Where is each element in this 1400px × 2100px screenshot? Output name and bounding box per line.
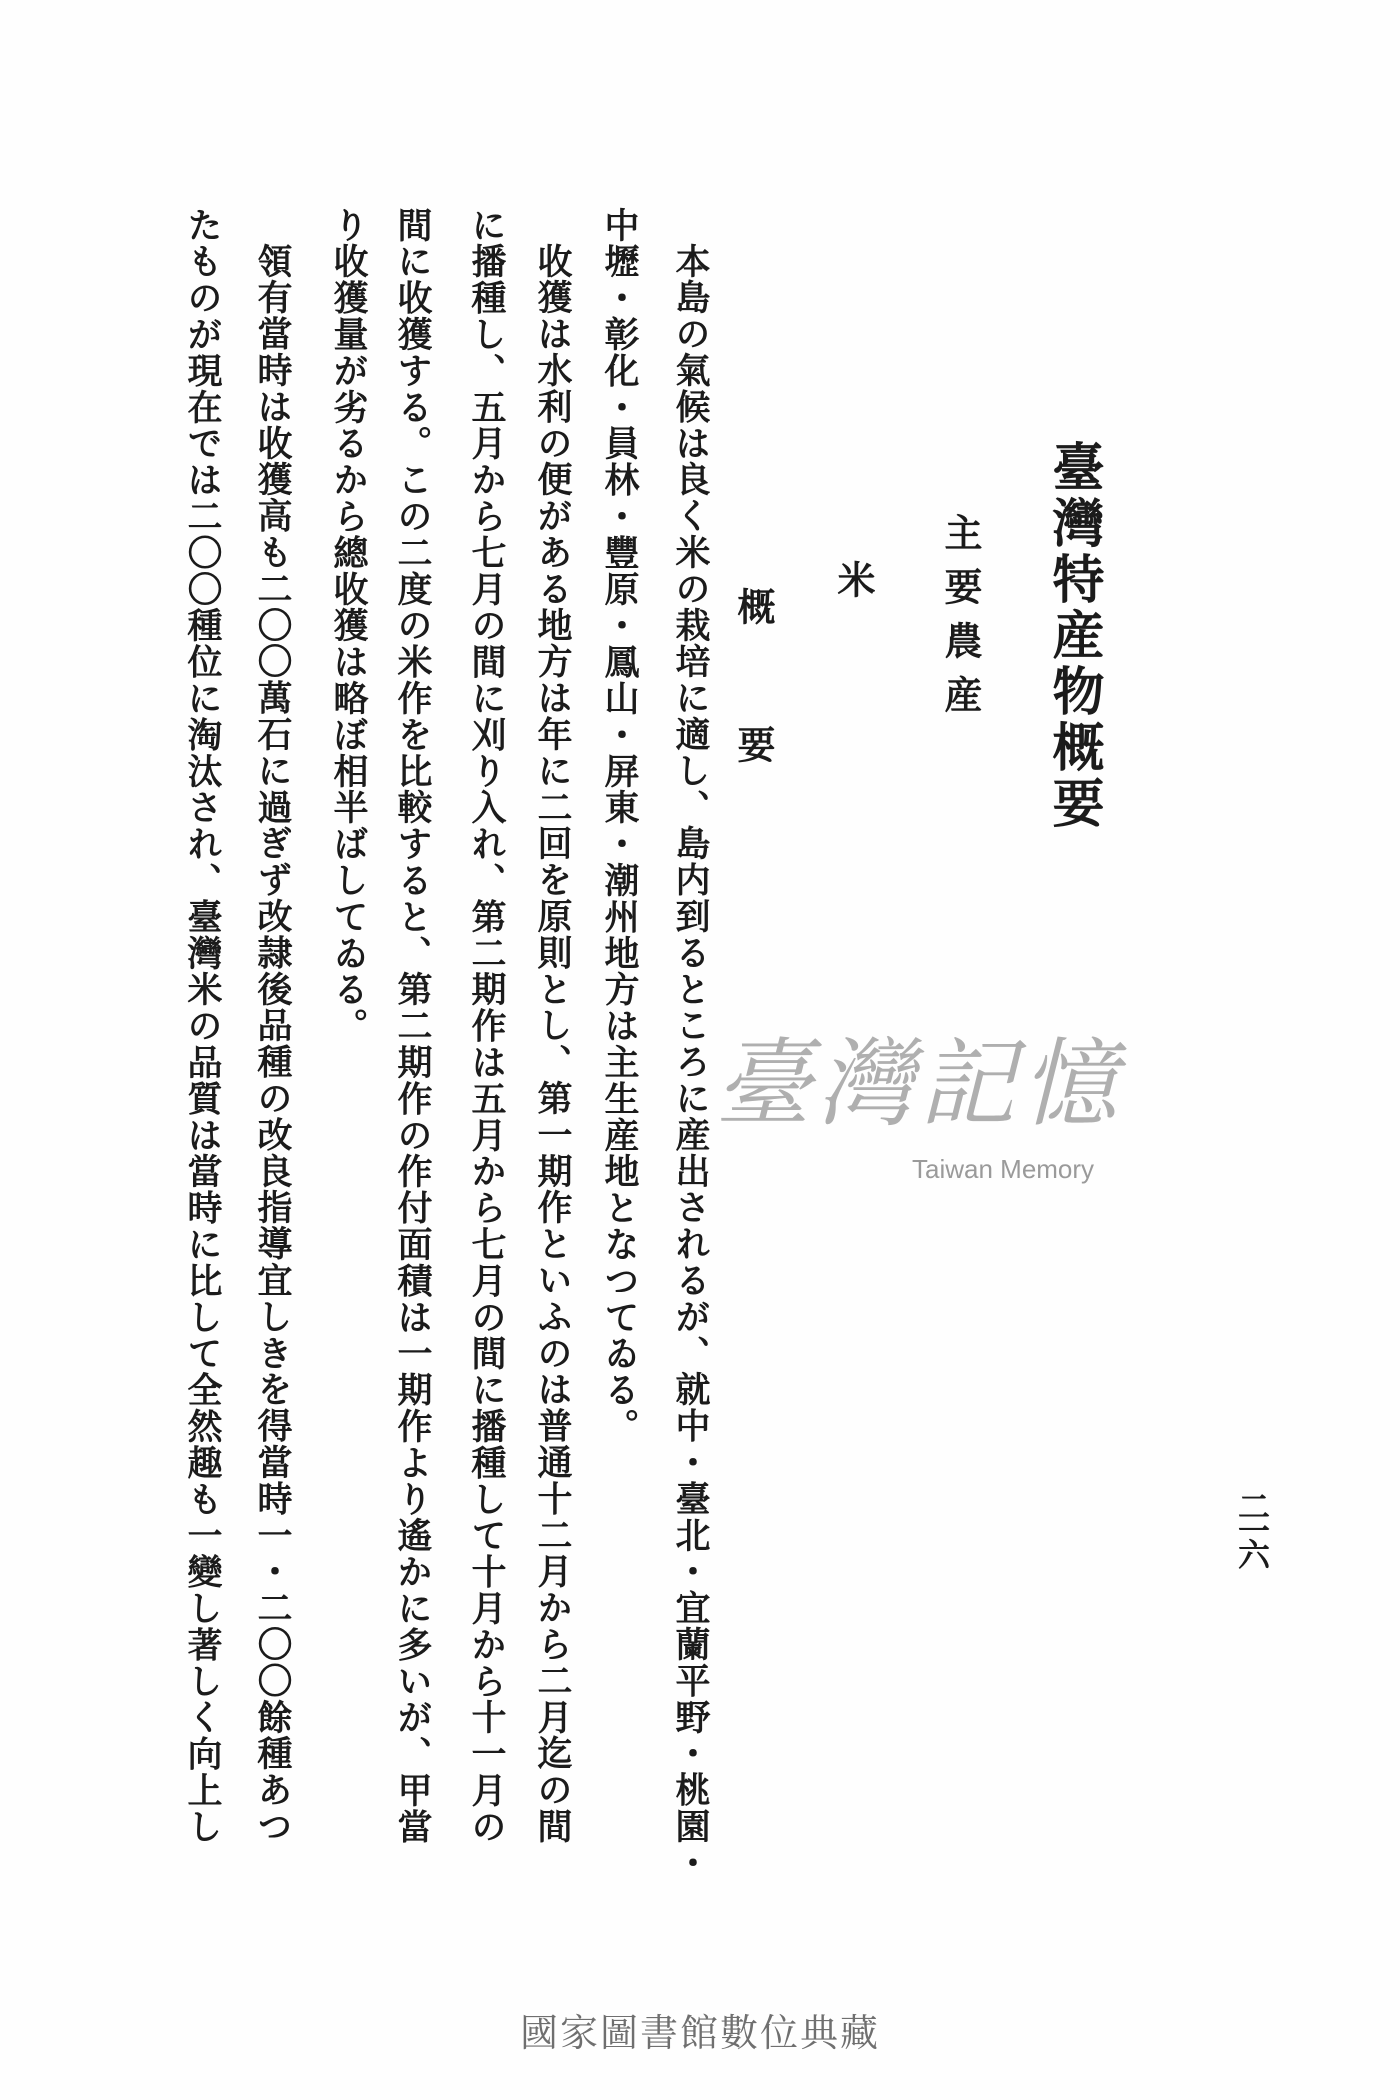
overview-heading: 概要 xyxy=(731,587,776,863)
subsection-heading: 米 xyxy=(831,560,876,598)
body-column-4: に播種し、五月から七月の間に刈り入れ、第二期作は五月から七月の間に播種して十月から十一月の xyxy=(466,207,507,1845)
body-column-2: 中壢・彰化・員林・豐原・鳳山・屏東・潮州地方は主生産地となつてゐる。 xyxy=(599,207,640,1445)
section-heading: 主要農産 xyxy=(938,513,983,729)
body-column-6: り收獲量が劣るから總收獲は略ぼ相半ばしてゐる。 xyxy=(328,207,369,1045)
page-title: 臺灣特産物概要 xyxy=(1043,440,1104,832)
body-column-5: 間に收獲する。この二度の米作を比較すると、第二期作の作付面積は一期作より遙かに多いが、甲當 xyxy=(392,207,433,1845)
body-column-7: 領有當時は收獲高も二〇〇萬石に過ぎず改隷後品種の改良指導宜しきを得當時一・二〇〇餘種あつ xyxy=(252,243,293,1845)
page-number: 二一六 xyxy=(1233,1490,1271,1562)
body-column-3: 收獲は水利の便がある地方は年に二回を原則とし、第一期作といふのは普通十二月から二月迄の間 xyxy=(532,243,573,1845)
collection-footer: 國家圖書館數位典藏 xyxy=(519,2011,880,2055)
watermark-logo: 臺灣記憶 xyxy=(715,1028,1123,1140)
body-column-1: 本島の氣候は良く米の栽培に適し、島内到るところに産出されるが、就中・臺北・宜蘭平野・桃園・ xyxy=(670,243,711,1881)
watermark-subtitle: Taiwan Memory xyxy=(912,1154,1095,1184)
body-column-8: たものが現在では二〇〇種位に淘汰され、臺灣米の品質は當時に比して全然趣も一變し著しく向上し xyxy=(182,207,223,1845)
